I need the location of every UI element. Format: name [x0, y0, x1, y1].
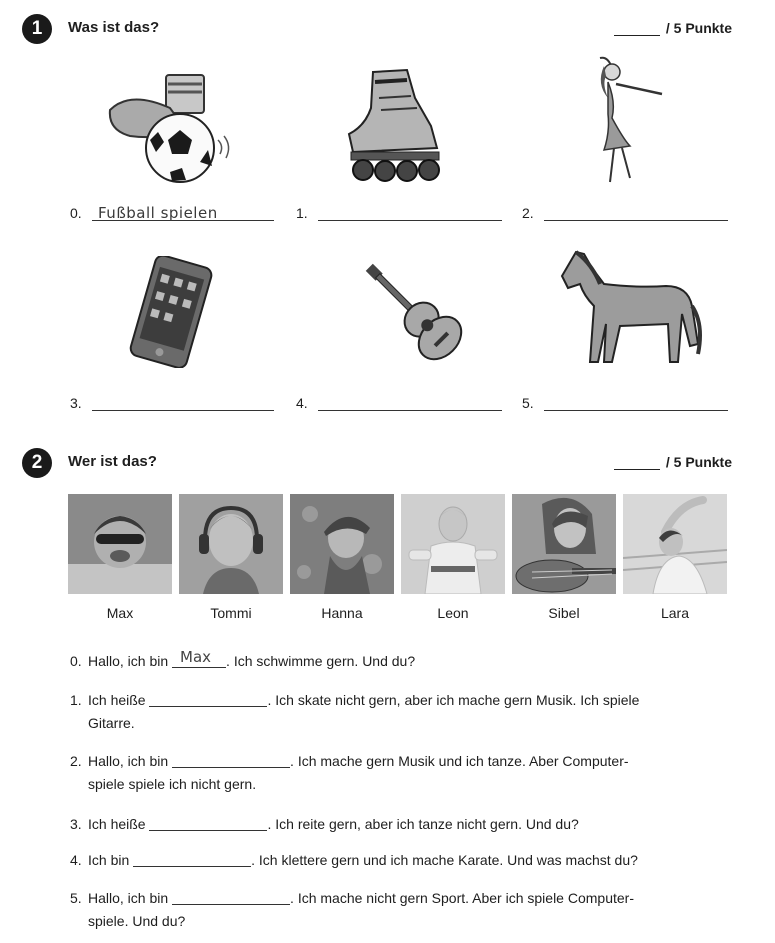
person-name-hanna: Hanna — [321, 605, 363, 621]
sentence-1-blank[interactable] — [149, 691, 267, 707]
answer-4: 4. — [296, 394, 502, 411]
section-1-points: / 5 Punkte — [614, 20, 732, 36]
sentence-5-blank[interactable] — [172, 889, 290, 905]
answer-0: 0. Fußball spielen — [70, 204, 274, 221]
answer-2: 2. — [522, 204, 728, 221]
points-blank[interactable] — [614, 457, 660, 470]
section-1-header — [22, 14, 732, 44]
sentence-2: 2. Hallo, ich bin . Ich mache gern Musik und ich tanze. Aber Computer- spiele spiele ich nicht gern. — [70, 753, 629, 792]
swimming-boy-photo — [68, 494, 172, 594]
section-2-points: / 5 Punkte — [614, 454, 732, 470]
sentence-3-blank[interactable] — [149, 815, 267, 831]
climbing-girl-photo — [290, 494, 394, 594]
dancing-girl-photo — [623, 494, 727, 594]
inline-skate-icon — [345, 68, 445, 186]
person-name-sibel: Sibel — [548, 605, 580, 621]
sentence-4: 4. Ich bin . Ich klettere gern und ich mache Karate. Und was machst du? — [70, 852, 638, 868]
section-2-number: 2 — [22, 448, 52, 478]
answer-3-field[interactable] — [92, 394, 274, 411]
sentence-5: 5. Hallo, ich bin . Ich mache nicht gern Sport. Aber ich spiele Computer- spiele. Und du? — [70, 890, 634, 929]
answer-5: 5. — [522, 394, 728, 411]
person-name-leon: Leon — [437, 605, 469, 621]
section-2-title: Wer ist das? — [68, 453, 157, 470]
photo-strip — [68, 494, 728, 594]
sentence-4-blank[interactable] — [133, 851, 251, 867]
girl-guitar-photo — [512, 494, 616, 594]
answer-0-field[interactable]: Fußball spielen — [92, 204, 274, 221]
section-1-number: 1 — [22, 14, 52, 44]
boy-headphones-photo — [179, 494, 283, 594]
section-1-title: Was ist das? — [68, 19, 160, 36]
sentence-1: 1. Ich heiße . Ich skate nicht gern, aber ich mache gern Musik. Ich spiele Gitarre. — [70, 692, 640, 731]
section-2-header — [22, 448, 732, 478]
person-name-tommi: Tommi — [210, 605, 252, 621]
answer-4-field[interactable] — [318, 394, 502, 411]
sentence-0: 0. Hallo, ich bin Max . Ich schwimme gern. Und du? — [70, 648, 416, 669]
sentence-2-blank[interactable] — [172, 752, 290, 768]
dancing-woman-icon — [582, 54, 672, 186]
answer-5-field[interactable] — [544, 394, 728, 411]
answer-2-field[interactable] — [544, 204, 728, 221]
horse-icon — [558, 244, 706, 368]
sentence-3: 3. Ich heiße . Ich reite gern, aber ich tanze nicht gern. Und du? — [70, 816, 579, 832]
guitar-icon — [352, 250, 470, 368]
person-name-lara: Lara — [660, 605, 690, 621]
answer-3: 3. — [70, 394, 274, 411]
answer-1: 1. — [296, 204, 502, 221]
points-blank[interactable] — [614, 23, 660, 36]
smartphone-icon — [128, 256, 216, 368]
person-name-max: Max — [106, 605, 134, 621]
football-boot-ball-icon — [100, 70, 245, 185]
sentence-0-blank[interactable]: Max — [172, 652, 226, 668]
answer-1-field[interactable] — [318, 204, 502, 221]
karate-boy-photo — [401, 494, 505, 594]
